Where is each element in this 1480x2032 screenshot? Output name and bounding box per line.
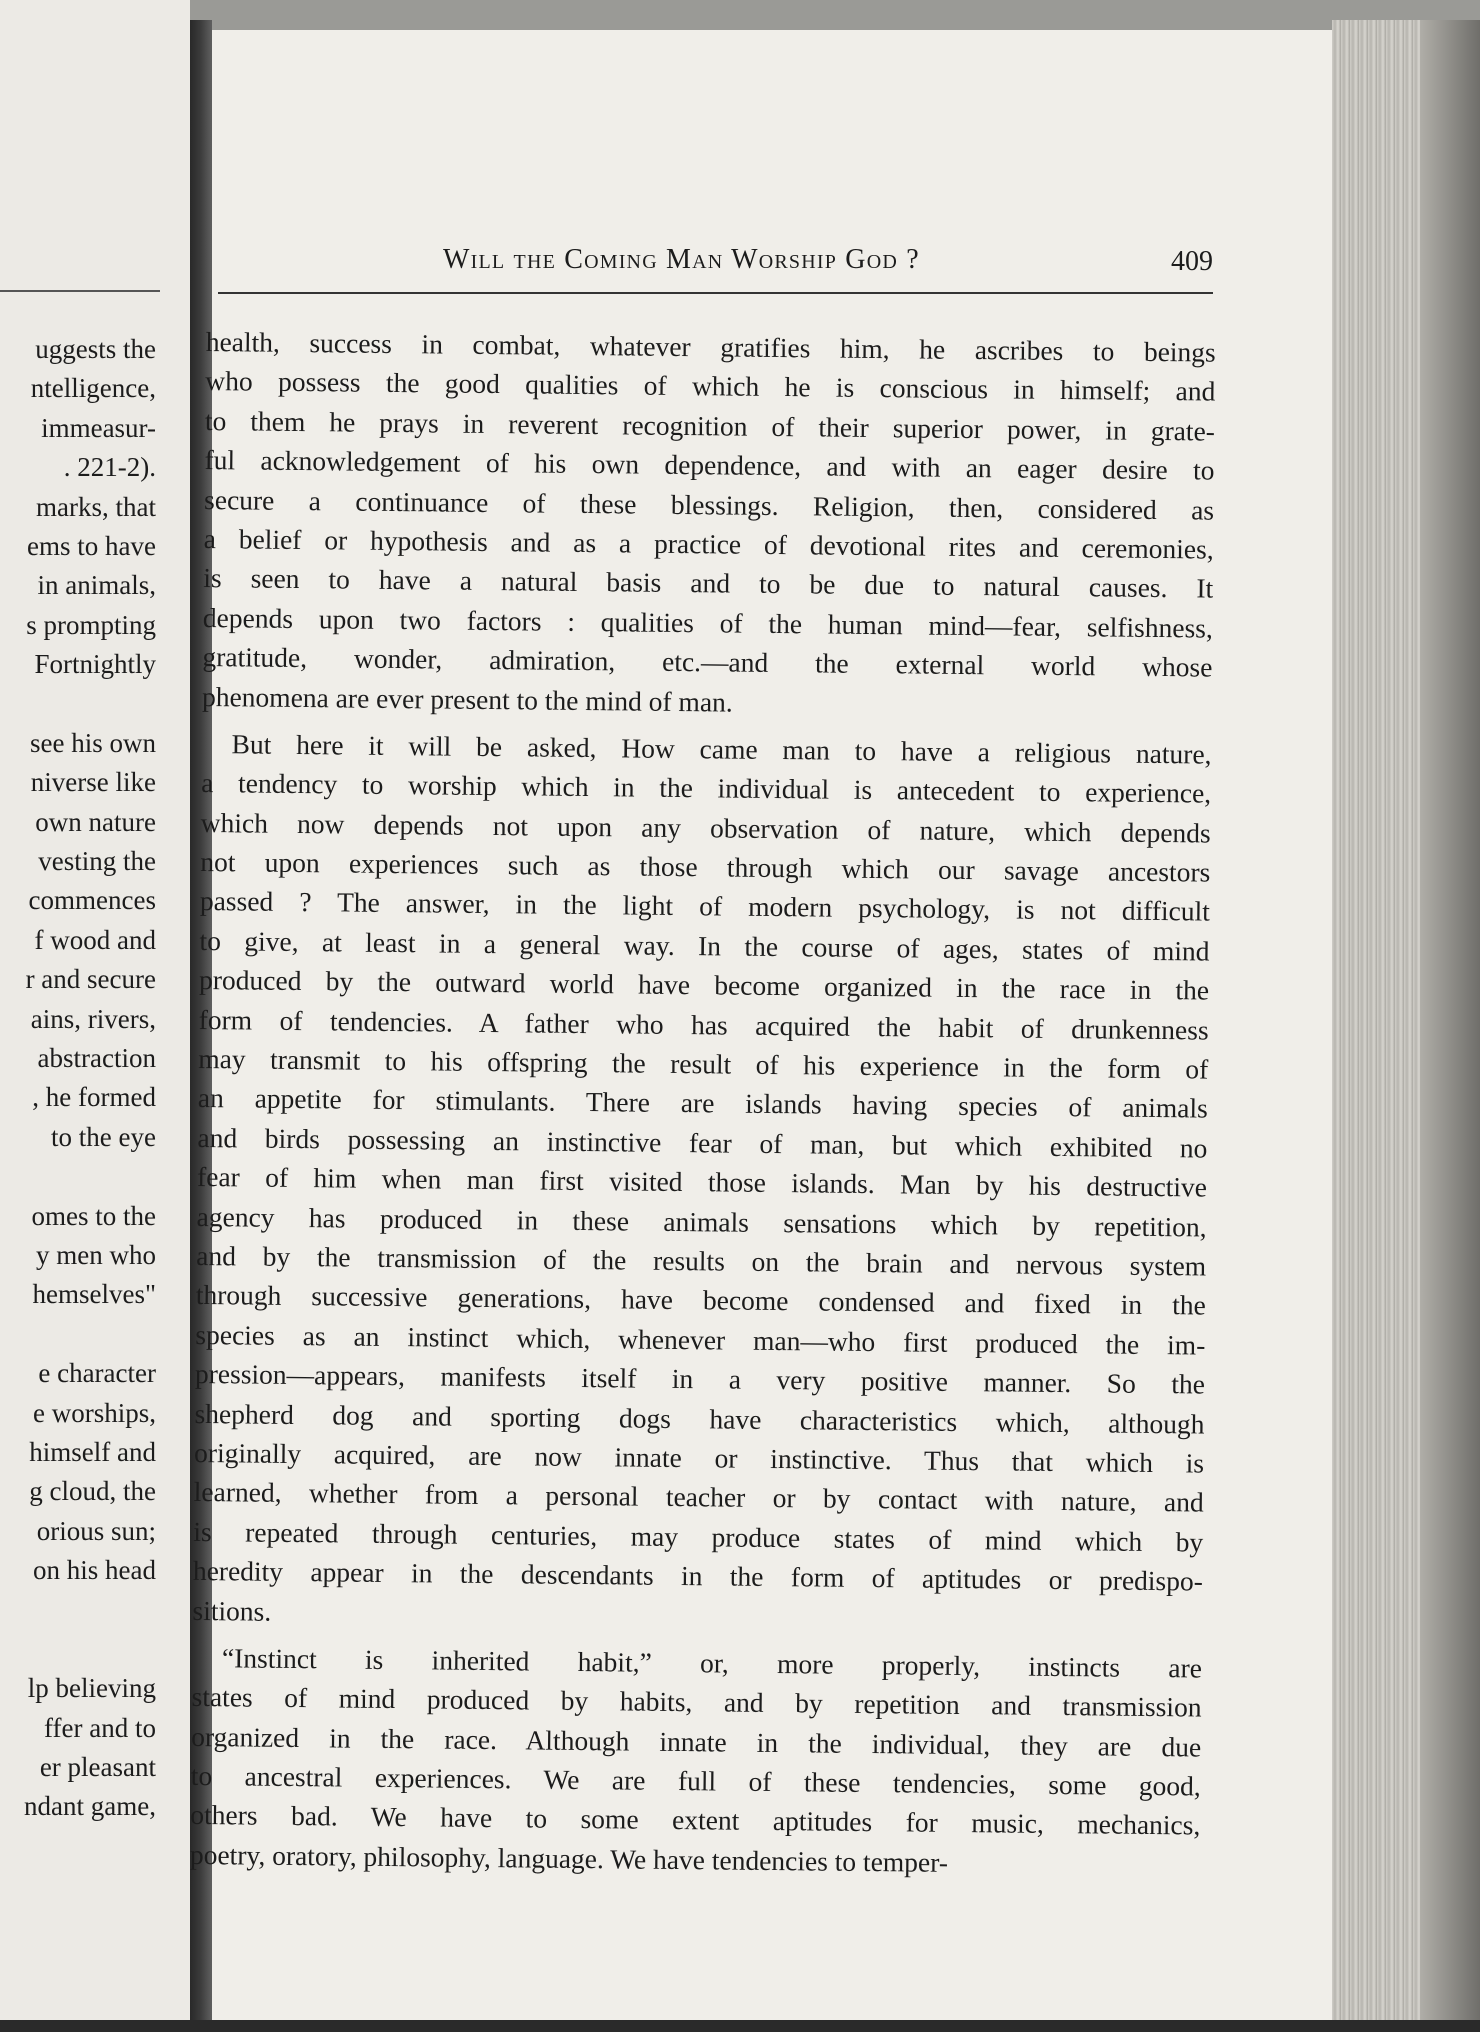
running-head: [218, 236, 1213, 316]
text-line: is seen to have a natural basis and to be due to natural causes. It: [203, 562, 1214, 604]
text-line: secure a continuance of these blessings. Religion, then, considered as: [203, 483, 1215, 526]
left-page-line: y men who: [36, 1239, 156, 1270]
left-page-line: uggests the: [35, 334, 156, 364]
text-line: species as an instinct which, whenever man—who first produced the im-: [195, 1318, 1206, 1361]
left-page-line: immeasur-: [41, 412, 156, 443]
left-page-line: [0, 685, 156, 724]
left-page-text: [0, 330, 156, 1827]
text-line: heredity appear in the descendants in the form of aptitudes or predispo-: [192, 1555, 1204, 1597]
left-page-line: see his own: [30, 727, 156, 758]
text-line: phenomena are ever present to the mind of man.: [201, 680, 733, 718]
left-page-line: e worships,: [33, 1397, 156, 1428]
text-line: a belief or hypothesis and as a practice of devotional rites and ceremonies,: [203, 522, 1214, 565]
left-page-line: hemselves": [32, 1279, 156, 1310]
text-line: passed ? The answer, in the light of modern psychology, is not difficult: [199, 885, 1211, 928]
left-page-line: vesting the: [38, 846, 156, 877]
left-page-line: commences: [28, 885, 156, 916]
left-page-line: . 221-2).: [63, 452, 156, 483]
text-line: organized in the race. Although innate in the individual, they are due: [191, 1720, 1202, 1763]
left-header-rule: [0, 290, 160, 292]
text-line: states of mind produced by habits, and by repetition and transmission: [191, 1681, 1202, 1723]
book-edge-shadow: [1420, 20, 1480, 2032]
page-number: 409: [1171, 246, 1213, 277]
left-page-line: e character: [38, 1358, 156, 1389]
text-line: fear of him when man first visited those islands. Man by his destructive: [196, 1161, 1208, 1203]
text-line: which now depends not upon any observation of nature, which depends: [200, 806, 1211, 849]
text-line: gratitude, wonder, admiration, etc.—and the external world whose: [202, 641, 1213, 683]
text-line: others bad. We have to some extent aptitudes for music, mechanics,: [190, 1799, 1201, 1841]
text-line: originally acquired, are now innate or instinctive. Thus that which is: [193, 1436, 1205, 1479]
text-line: not upon experiences such as those through which our savage ancestors: [200, 846, 1211, 888]
text-line: a tendency to worship which in the individual is antecedent to experience,: [201, 767, 1212, 809]
left-page-line: on his head: [33, 1555, 156, 1586]
left-page-line: omes to the: [31, 1200, 156, 1231]
left-page: [0, 0, 190, 2032]
text-line: to ancestral experiences. We are full of these tendencies, some good,: [190, 1759, 1201, 1802]
paragraph-3: [190, 1638, 1202, 1885]
left-page-line: er pleasant: [39, 1752, 156, 1783]
text-line: learned, whether from a personal teacher or by contact with nature, and: [193, 1476, 1204, 1518]
text-line: “Instinct is inherited habit,” or, more properly, instincts are: [221, 1642, 1203, 1684]
bottom-shadow: [0, 2020, 1480, 2032]
left-page-line: [0, 1630, 156, 1669]
paragraph-2: [192, 724, 1211, 1641]
text-line: to them he prays in reverent recognition of their superior power, in grate-: [204, 404, 1216, 447]
left-page-line: Fortnightly: [34, 649, 156, 680]
text-line: and birds possessing an instinctive fear of man, but which exhibited no: [197, 1121, 1208, 1164]
text-line: pression—appears, manifests itself in a very positive manner. So the: [194, 1358, 1206, 1400]
header-rule: [218, 292, 1213, 294]
left-page-line: [0, 1591, 156, 1630]
running-title: Will the Coming Man Worship God ?: [443, 244, 920, 275]
left-page-line: [0, 1157, 156, 1196]
left-page-line: [0, 1315, 156, 1354]
left-page-line: ffer and to: [44, 1712, 156, 1743]
text-line: depends upon two factors : qualities of the human mind—fear, selfishness,: [202, 601, 1214, 644]
left-page-line: g cloud, the: [29, 1476, 156, 1507]
text-line: and by the transmission of the results on the brain and nervous system: [196, 1239, 1207, 1282]
text-line: to give, at least in a general way. In the course of ages, states of mind: [199, 924, 1210, 967]
left-page-line: niverse like: [30, 767, 156, 798]
left-page-line: ntelligence,: [30, 373, 156, 404]
left-page-line: ndant game,: [24, 1791, 156, 1822]
body-text: [190, 322, 1216, 1885]
left-page-line: in animals,: [37, 570, 156, 601]
left-page-line: marks, that: [36, 491, 156, 522]
text-line: form of tendencies. A father who has acquired the habit of drunkenness: [198, 1003, 1209, 1046]
left-page-line: f wood and: [34, 924, 156, 955]
text-line: is repeated through centuries, may produce states of mind which by: [193, 1515, 1204, 1558]
left-page-line: to the eye: [51, 1121, 156, 1152]
text-line: health, success in combat, whatever gratifies him, he ascribes to beings: [205, 325, 1216, 368]
text-line: shepherd dog and sporting dogs have characteristics which, although: [194, 1397, 1205, 1440]
left-page-line: s prompting: [26, 609, 156, 640]
text-line: produced by the outward world have become organized in the race in the: [198, 964, 1210, 1006]
paragraph-1: [202, 322, 1216, 726]
left-page-line: own nature: [35, 806, 156, 837]
text-line: agency has produced in these animals sensations which by repetition,: [196, 1200, 1207, 1243]
text-line: But here it will be asked, How came man to have a religious nature,: [231, 728, 1212, 770]
left-page-line: abstraction: [37, 1043, 156, 1074]
text-line: sitions.: [192, 1594, 272, 1627]
left-page-line: lp believing: [27, 1673, 156, 1704]
left-page-line: ems to have: [27, 530, 156, 561]
left-page-line: ains, rivers,: [30, 1003, 156, 1034]
text-line: who possess the good qualities of which he is conscious in himself; and: [205, 365, 1216, 407]
left-page-line: orious sun;: [36, 1515, 156, 1546]
left-page-line: , he formed: [32, 1082, 156, 1113]
left-page-line: himself and: [29, 1436, 156, 1467]
text-line: ful acknowledgement of his own dependence, and with an eager desire to: [204, 444, 1215, 486]
left-page-line: r and secure: [25, 964, 156, 995]
text-line: poetry, oratory, philosophy, language. We have tendencies to temper-: [189, 1838, 949, 1878]
text-line: an appetite for stimulants. There are islands having species of animals: [197, 1082, 1208, 1124]
text-line: may transmit to his offspring the result of his experience in the form of: [198, 1042, 1209, 1085]
text-line: through successive generations, have become condensed and fixed in the: [195, 1279, 1206, 1321]
